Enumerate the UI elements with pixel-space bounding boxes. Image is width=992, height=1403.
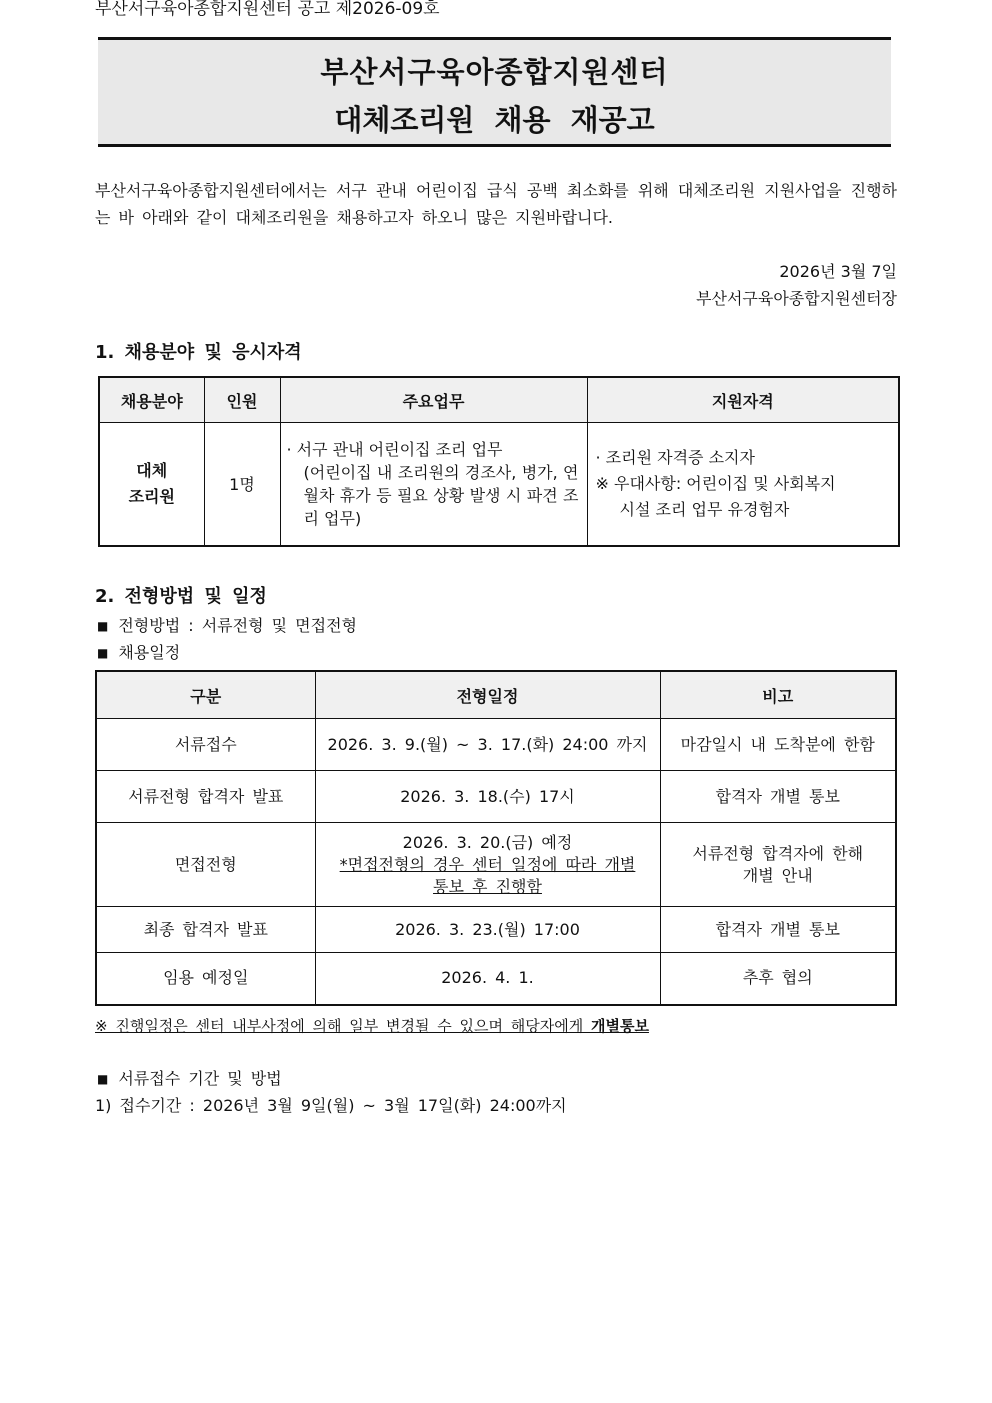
stage-cell: 서류전형 합격자 발표 [96, 771, 315, 823]
remark-cell: 추후 협의 [660, 953, 896, 1005]
qualification-cell [587, 423, 899, 546]
count-cell: 1명 [204, 423, 280, 546]
section1-heading: 1. 채용분야 및 응시자격 [95, 342, 302, 363]
header-stage: 구분 [96, 671, 315, 719]
schedule-label: 채용일정 [118, 643, 181, 662]
date-cell: 2026. 3. 9.(월) ~ 3. 17.(화) 24:00 까지 [315, 719, 660, 771]
job-table-header [99, 377, 899, 423]
qual-line2: ※ 우대사항: 어린이집 및 사회복지 [595, 473, 836, 493]
table-row [96, 953, 896, 1005]
table-row [99, 423, 899, 546]
date-line3: 통보 후 진행함 [433, 876, 542, 896]
remark-cell: 합격자 개별 통보 [660, 907, 896, 953]
stage-cell: 임용 예정일 [96, 953, 315, 1005]
signer: 부산서구육아종합지원센터장 [696, 289, 897, 308]
remark-cell: 마감일시 내 도착분에 한함 [660, 719, 896, 771]
application-period: 1) 접수기간 : 2026년 3월 9일(월) ~ 3월 17일(화) 24:00까지 [95, 1096, 567, 1115]
bullet-square-icon: ■ [97, 1072, 109, 1086]
date-cell: 2026. 3. 18.(수) 17시 [315, 771, 660, 823]
duty-line1: · 서구 관내 어린이집 조리 업무 [286, 439, 503, 459]
job-table [98, 376, 900, 547]
date-cell: 2026. 4. 1. [315, 953, 660, 1005]
intro-paragraph: 부산서구육아종합지원센터에서는 서구 관내 어린이집 급식 공백 최소화를 위해 대체조리원 지원사업을 진행하는 바 아래와 같이 대체조리원을 채용하고자 하오니 많은 지원바랍니다. [95, 181, 897, 227]
schedule-label-item [97, 640, 180, 663]
note-text: ※ 진행일정은 센터 내부사정에 의해 일부 변경될 수 있으며 해당자에게 [95, 1017, 591, 1035]
remark-cell [660, 823, 896, 907]
header-count: 인원 [204, 377, 280, 423]
duty-cell [280, 423, 587, 546]
stage-cell: 서류접수 [96, 719, 315, 771]
section2-heading: 2. 전형방법 및 일정 [95, 586, 267, 607]
notice-number: 부산서구육아종합지원센터 공고 제2026-09호 [95, 0, 440, 19]
stage-cell: 면접전형 [96, 823, 315, 907]
table-row [96, 823, 896, 907]
remark-line2: 개별 안내 [742, 865, 813, 885]
header-qualification: 지원자격 [587, 377, 899, 423]
header-duty: 주요업무 [280, 377, 587, 423]
qual-line1: · 조리원 자격증 소지자 [595, 447, 755, 467]
date-line2: *면접전형의 경우 센터 일정에 따라 개별 [339, 854, 636, 874]
date-cell [315, 823, 660, 907]
remark-cell: 합격자 개별 통보 [660, 771, 896, 823]
field-line1: 대체 [136, 460, 168, 480]
application-heading-text: 서류접수 기간 및 방법 [118, 1069, 282, 1088]
header-date: 전형일정 [315, 671, 660, 719]
duty-line2: (어린이집 내 조리원의 경조사, 병가, 연월차 휴가 등 필요 상황 발생 시 파견 조리 업무) [303, 462, 579, 528]
title-line2: 대체조리원 채용 재공고 [334, 103, 655, 137]
notice-date: 2026년 3월 7일 [779, 262, 897, 281]
field-line2: 조리원 [128, 486, 175, 506]
schedule-table-header [96, 671, 896, 719]
title-box [98, 37, 891, 147]
header-remark: 비고 [660, 671, 896, 719]
application-heading [97, 1066, 282, 1089]
table-row [96, 907, 896, 953]
title-line1: 부산서구육아종합지원센터 [320, 55, 669, 89]
date-line1: 2026. 3. 20.(금) 예정 [402, 832, 573, 852]
stage-cell: 최종 합격자 발표 [96, 907, 315, 953]
method-text: 전형방법 : 서류전형 및 면접전형 [118, 616, 358, 635]
schedule-note [95, 1015, 649, 1036]
table-row [96, 771, 896, 823]
note-bold: 개별통보 [590, 1017, 649, 1035]
remark-line1: 서류전형 합격자에 한해 [692, 843, 864, 863]
table-row [96, 719, 896, 771]
bullet-square-icon: ■ [97, 619, 109, 633]
method-item [97, 613, 357, 636]
bullet-square-icon: ■ [97, 646, 109, 660]
schedule-table [95, 670, 897, 1006]
qual-line3: 시설 조리 업무 유경험자 [619, 499, 790, 519]
field-cell [99, 423, 204, 546]
header-field: 채용분야 [99, 377, 204, 423]
date-cell: 2026. 3. 23.(월) 17:00 [315, 907, 660, 953]
